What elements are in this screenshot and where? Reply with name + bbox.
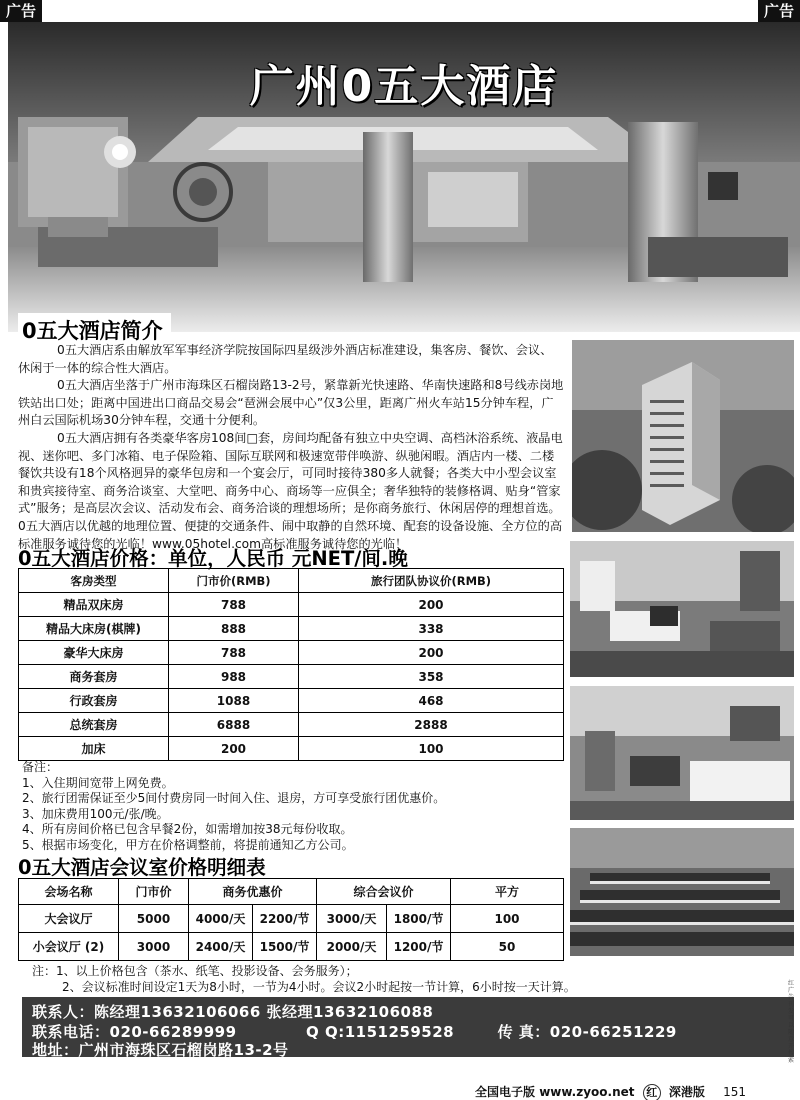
- table-header-row: [19, 569, 564, 593]
- note-item: 4、所有房间价格已包含早餐2份，如需增加按38元每份收取。: [22, 822, 353, 836]
- column-header: 旅行团队协议价(RMB): [299, 569, 564, 593]
- contact-bar: [22, 997, 794, 1057]
- meeting-notes: [32, 963, 672, 995]
- column-header: 综合会议价: [317, 879, 451, 905]
- intro-heading: 0五大酒店简介: [18, 313, 171, 347]
- list-price: 5000: [119, 905, 189, 933]
- list-price: 1088: [169, 689, 299, 713]
- list-price: 6888: [169, 713, 299, 737]
- column-header: 商务优惠价: [189, 879, 317, 905]
- room-type: 总统套房: [19, 713, 169, 737]
- page-title: 广州0五大酒店: [249, 61, 559, 112]
- hotel-building-photo: [572, 340, 794, 532]
- list-price: 988: [169, 665, 299, 689]
- table-row: [19, 737, 564, 761]
- column-header: 客房类型: [19, 569, 169, 593]
- list-price: 888: [169, 617, 299, 641]
- group-price: 358: [299, 665, 564, 689]
- business-session-price: 1500/节: [253, 933, 317, 961]
- room-price-table: [18, 568, 564, 761]
- group-price: 338: [299, 617, 564, 641]
- footer-region: 深港版: [668, 1085, 705, 1099]
- meeting-heading: 0五大酒店会议室价格明细表: [18, 856, 266, 879]
- ad-tag-right: 广告: [758, 0, 800, 22]
- room-type: 精品大床房(棋牌): [19, 617, 169, 641]
- venue-name: 大会议厅: [19, 905, 119, 933]
- table-row: [19, 641, 564, 665]
- contact-person: 联系人：陈经理13632106066 张经理13632106088: [32, 1003, 434, 1021]
- page-number: 151: [723, 1085, 746, 1099]
- room-type: 行政套房: [19, 689, 169, 713]
- room-type: 豪华大床房: [19, 641, 169, 665]
- price-heading: 0五大酒店价格：单位，人民币 元NET/间.晚: [18, 547, 408, 570]
- list-price: 200: [169, 737, 299, 761]
- column-header: 门市价(RMB): [169, 569, 299, 593]
- note-item: 2、旅行团需保证至少5间付费房同一时间入住、退房，方可享受旅行团优惠价。: [22, 791, 446, 805]
- business-session-price: 2200/节: [253, 905, 317, 933]
- table-row: [19, 713, 564, 737]
- red-badge-icon: 红: [643, 1084, 661, 1100]
- list-price: 788: [169, 593, 299, 617]
- package-day-price: 2000/天: [317, 933, 387, 961]
- package-day-price: 3000/天: [317, 905, 387, 933]
- group-price: 100: [299, 737, 564, 761]
- room-type: 商务套房: [19, 665, 169, 689]
- column-header: 平方: [451, 879, 564, 905]
- business-day-price: 4000/天: [189, 905, 253, 933]
- group-price: 200: [299, 641, 564, 665]
- group-price: 468: [299, 689, 564, 713]
- intro-paragraph: 0五大酒店拥有各类豪华客房108间□套，房间均配备有独立中央空调、高档沐浴系统、液晶电视、迷你吧、多门冰箱、电子保险箱、国际互联网和极速宽带伴唤游、纵驰闲暇。酒店内一楼、二楼餐饮共设有18个风格迥异的豪华包房和一个宴会厅，可同时接待380多人就餐；各类大中小型会议室和贵宾接待室、商务洽谈室、大堂吧、商务中心、商场等一应俱全；奢华独特的装修格调、贴身“管家式”服务；是高层次会议、活动发布会、商务洽谈的理想场所；是你商务旅行、休闲居停的理想首选。0五大酒店以优越的地理位置、便捷的交通条件、闹中取静的自然环境、配套的设备设施、全方位的高标准服务诚待您的光临！www.05hotel.com高标准服务诚待您的光临！: [18, 430, 563, 551]
- intro-paragraph: 0五大酒店系由解放军军事经济学院按国际四星级涉外酒店标准建设，集客房、餐饮、会议、休闲于一体的综合性大酒店。: [18, 343, 553, 375]
- area: 50: [451, 933, 564, 961]
- side-vertical-note: 红广告刊发可以随意开搜索: [788, 980, 795, 1064]
- table-header-row: [19, 879, 564, 905]
- business-day-price: 2400/天: [189, 933, 253, 961]
- room-photo-double: [570, 686, 794, 820]
- contact-qq: Q Q:1151259528: [306, 1023, 455, 1041]
- contact-fax: 传 真：020-66251229: [497, 1023, 677, 1041]
- note-item: 1、入住期间宽带上网免费。: [22, 775, 174, 790]
- table-row: [19, 617, 564, 641]
- note-item: 3、加床费用100元/张/晚。: [22, 806, 169, 821]
- room-type: 加床: [19, 737, 169, 761]
- footer-edition: 全国电子版 www.zyoo.net: [475, 1085, 635, 1099]
- list-price: 788: [169, 641, 299, 665]
- column-header: 会场名称: [19, 879, 119, 905]
- package-session-price: 1200/节: [387, 933, 451, 961]
- contact-phone: 联系电话：020-66289999: [32, 1023, 237, 1041]
- column-header: 门市价: [119, 879, 189, 905]
- meeting-room-photo: [570, 828, 794, 956]
- notes-label: 备注：: [22, 760, 59, 774]
- table-row: [19, 689, 564, 713]
- table-row: [19, 665, 564, 689]
- package-session-price: 1800/节: [387, 905, 451, 933]
- venue-name: 小会议厅 (2): [19, 933, 119, 961]
- room-type: 精品双床房: [19, 593, 169, 617]
- group-price: 2888: [299, 713, 564, 737]
- price-notes: [22, 760, 562, 853]
- page-footer: [475, 1083, 746, 1100]
- area: 100: [451, 905, 564, 933]
- table-row: [19, 593, 564, 617]
- meeting-note: 2、会议标准时间设定1天为8小时，一节为4小时。会议2小时起按一节计算，6小时按一天计算。: [62, 980, 576, 994]
- table-row: [19, 933, 564, 961]
- meeting-note: 注：1、以上价格包含（茶水、纸笔、投影设备、会务服务）；: [32, 964, 358, 978]
- intro-text: [18, 342, 564, 553]
- ad-tag-left: 广告: [0, 0, 42, 22]
- intro-paragraph: 0五大酒店坐落于广州市海珠区石榴岗路13-2号，紧靠新光快速路、华南快速路和8号线赤岗地铁站出口处；距离中国进出口商品交易会“琶洲会展中心”仅3公里，距离广州火车站15分钟车程，广州白云国际机场30分钟车程，交通十分便利。: [18, 378, 564, 428]
- meeting-price-table: [18, 878, 564, 961]
- note-item: 5、根据市场变化，甲方在价格调整前，将提前通知乙方公司。: [22, 837, 354, 852]
- contact-address: 地址：广州市海珠区石榴岗路13-2号: [32, 1041, 289, 1059]
- table-row: [19, 905, 564, 933]
- room-photo-twin: [570, 541, 794, 677]
- list-price: 3000: [119, 933, 189, 961]
- group-price: 200: [299, 593, 564, 617]
- hero-lobby-photo: [8, 22, 800, 332]
